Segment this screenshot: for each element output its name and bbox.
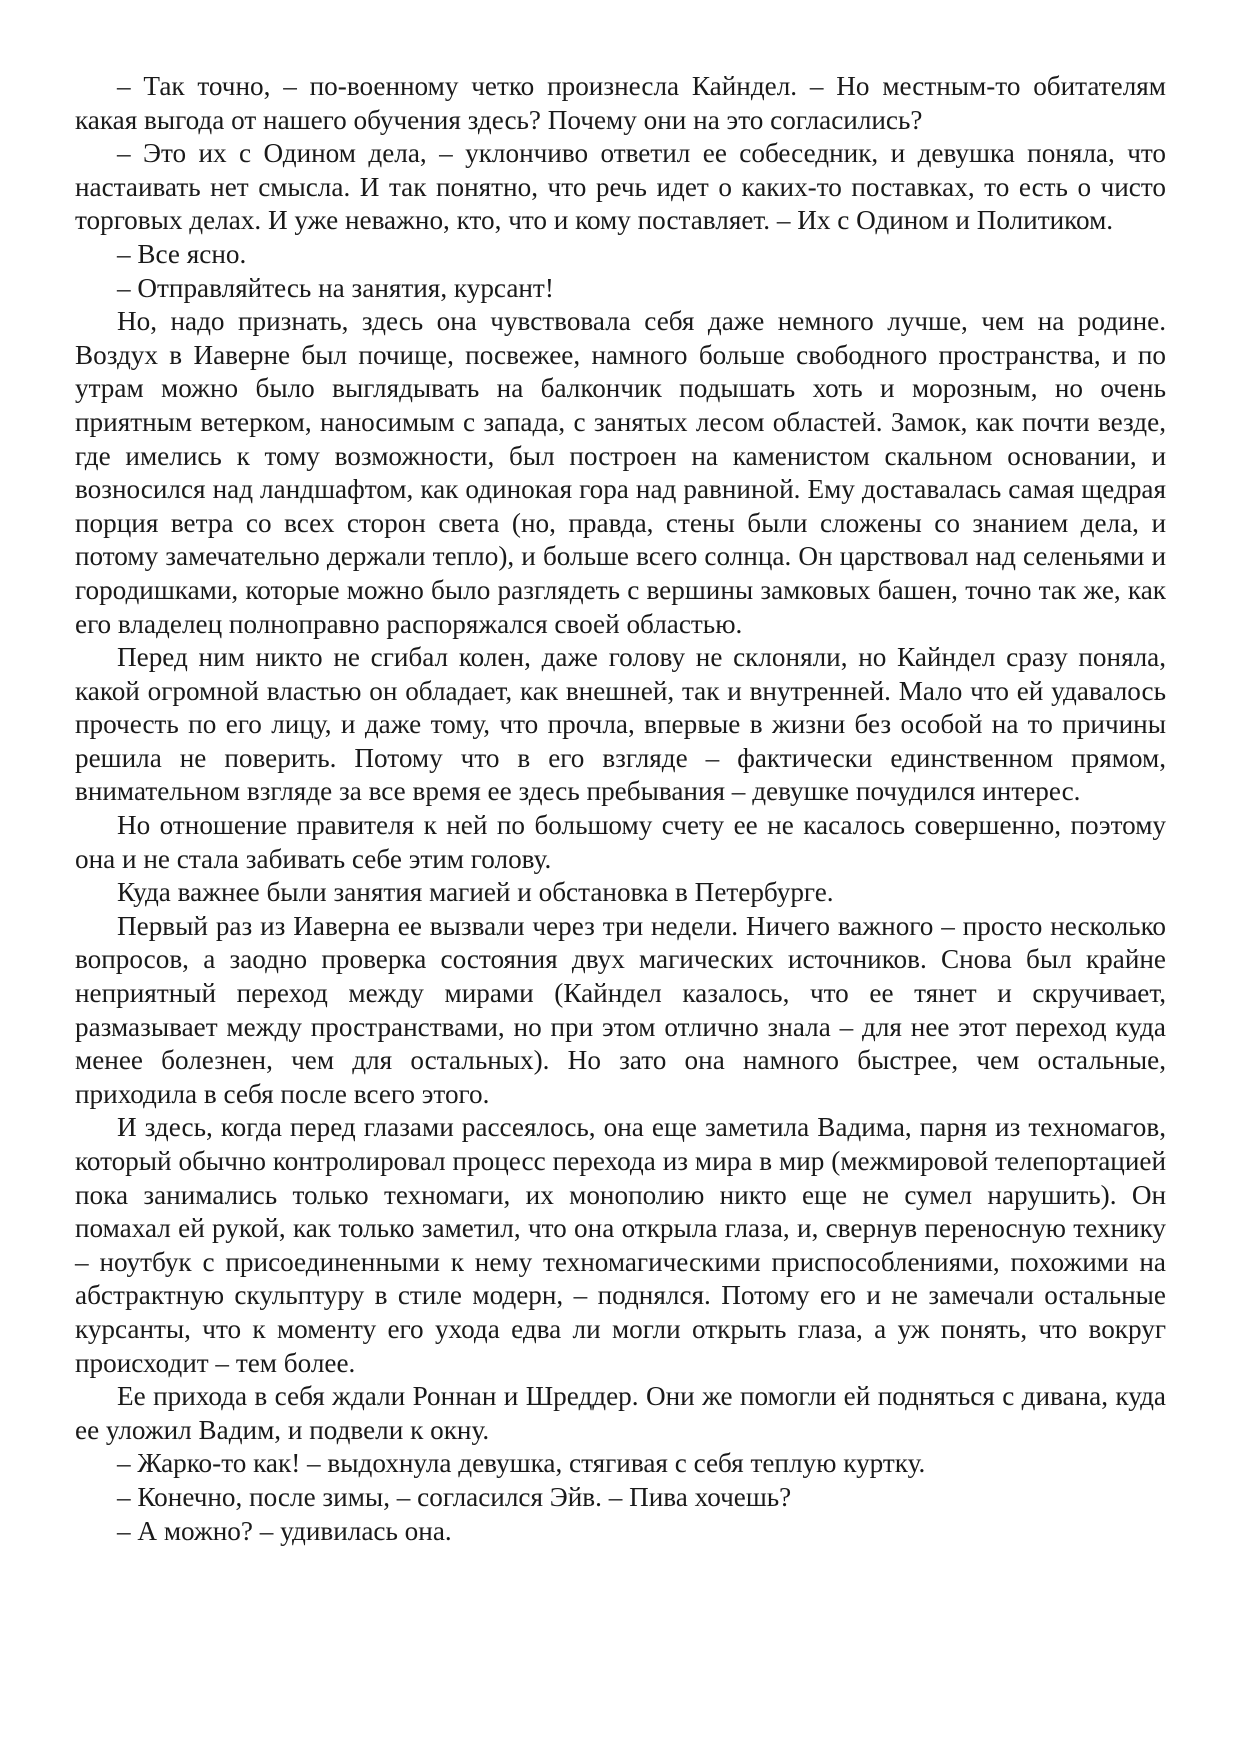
book-page bbox=[75, 70, 1166, 1548]
paragraph: – Отправляйтесь на занятия, курсант! bbox=[117, 272, 554, 303]
paragraph: – Все ясно. bbox=[117, 238, 247, 269]
paragraph: Первый раз из Иаверна ее вызвали через три недели. Ничего важного – просто несколько вопросов, а заодно проверка состояния двух магических источников. Снова был крайне неприятный переход между мирами (Кайндел казалось, что ее тянет и скручивает, размазывает между пространствами, но при этом отлично знала – для нее этот переход куда менее болезнен, чем для остальных). Но зато она намного быстрее, чем остальные, приходила в себя после всего этого. bbox=[75, 910, 1166, 1109]
paragraph: – Конечно, после зимы, – согласился Эйв. – Пива хочешь? bbox=[117, 1481, 792, 1512]
paragraph: И здесь, когда перед глазами рассеялось, она еще заметила Вадима, парня из техномагов, который обычно контролировал процесс перехода из мира в мир (межмировой телепортацией пока занимались только техномаги, их монополию никто еще не сумел нарушить). Он помахал ей рукой, как только заметил, что она открыла глаза, и, свернув переносную технику – ноутбук с присоединенными к нему техномагическими приспособлениями, похожими на абстрактную скульптуру в стиле модерн, – поднялся. Потому его и не замечали остальные курсанты, что к моменту его ухода едва ли могли открыть глаза, а уж понять, что вокруг происходит – тем более. bbox=[75, 1112, 1166, 1378]
paragraph: – Так точно, – по-военному четко произнесла Кайндел. – Но местным-то обитателям какая выгода от нашего обучения здесь? Почему они на это согласились? bbox=[75, 71, 1166, 135]
paragraph: – А можно? – удивилась она. bbox=[117, 1515, 452, 1546]
paragraph: – Жарко-то как! – выдохнула девушка, стягивая с себя теплую куртку. bbox=[117, 1448, 926, 1479]
paragraph: Куда важнее были занятия магией и обстановка в Петербурге. bbox=[117, 877, 834, 908]
paragraph: Но отношение правителя к ней по большому счету ее не касалось совершенно, поэтому она и не стала забивать себе этим голову. bbox=[75, 810, 1166, 874]
paragraph: Перед ним никто не сгибал колен, даже голову не склоняли, но Кайндел сразу поняла, какой огромной властью он обладает, как внешней, так и внутренней. Мало что ей удавалось прочесть по его лицу, и даже тому, что прочла, впервые в жизни без особой на то причины решила не поверить. Потому что в его взгляде – фактически единственном прямом, внимательном взгляде за все время ее здесь пребывания – девушке почудился интерес. bbox=[75, 642, 1166, 807]
paragraph: Ее прихода в себя ждали Роннан и Шреддер. Они же помогли ей подняться с дивана, куда ее уложил Вадим, и подвели к окну. bbox=[75, 1381, 1166, 1445]
paragraph: – Это их с Одином дела, – уклончиво ответил ее собеседник, и девушка поняла, что настаивать нет смысла. И так понятно, что речь идет о каких-то поставках, то есть о чисто торговых делах. И уже неважно, кто, что и кому поставляет. – Их с Одином и Политиком. bbox=[75, 138, 1166, 236]
paragraph: Но, надо признать, здесь она чувствовала себя даже немного лучше, чем на родине. Воздух в Иаверне был почище, посвежее, намного больше свободного пространства, и по утрам можно было выглядывать на балкончик подышать хоть и морозным, но очень приятным ветерком, наносимым с запада, с занятых лесом областей. Замок, как почти везде, где имелись к тому возможности, был построен на каменистом скальном основании, и возносился над ландшафтом, как одинокая гора над равниной. Ему доставалась самая щедрая порция ветра со всех сторон света (но, правда, стены были сложены со знанием дела, и потому замечательно держали тепло), и больше всего солнца. Он царствовал над селеньями и городишками, которые можно было разглядеть с вершины замковых башен, точно так же, как его владелец полноправно распоряжался своей областью. bbox=[75, 306, 1166, 639]
